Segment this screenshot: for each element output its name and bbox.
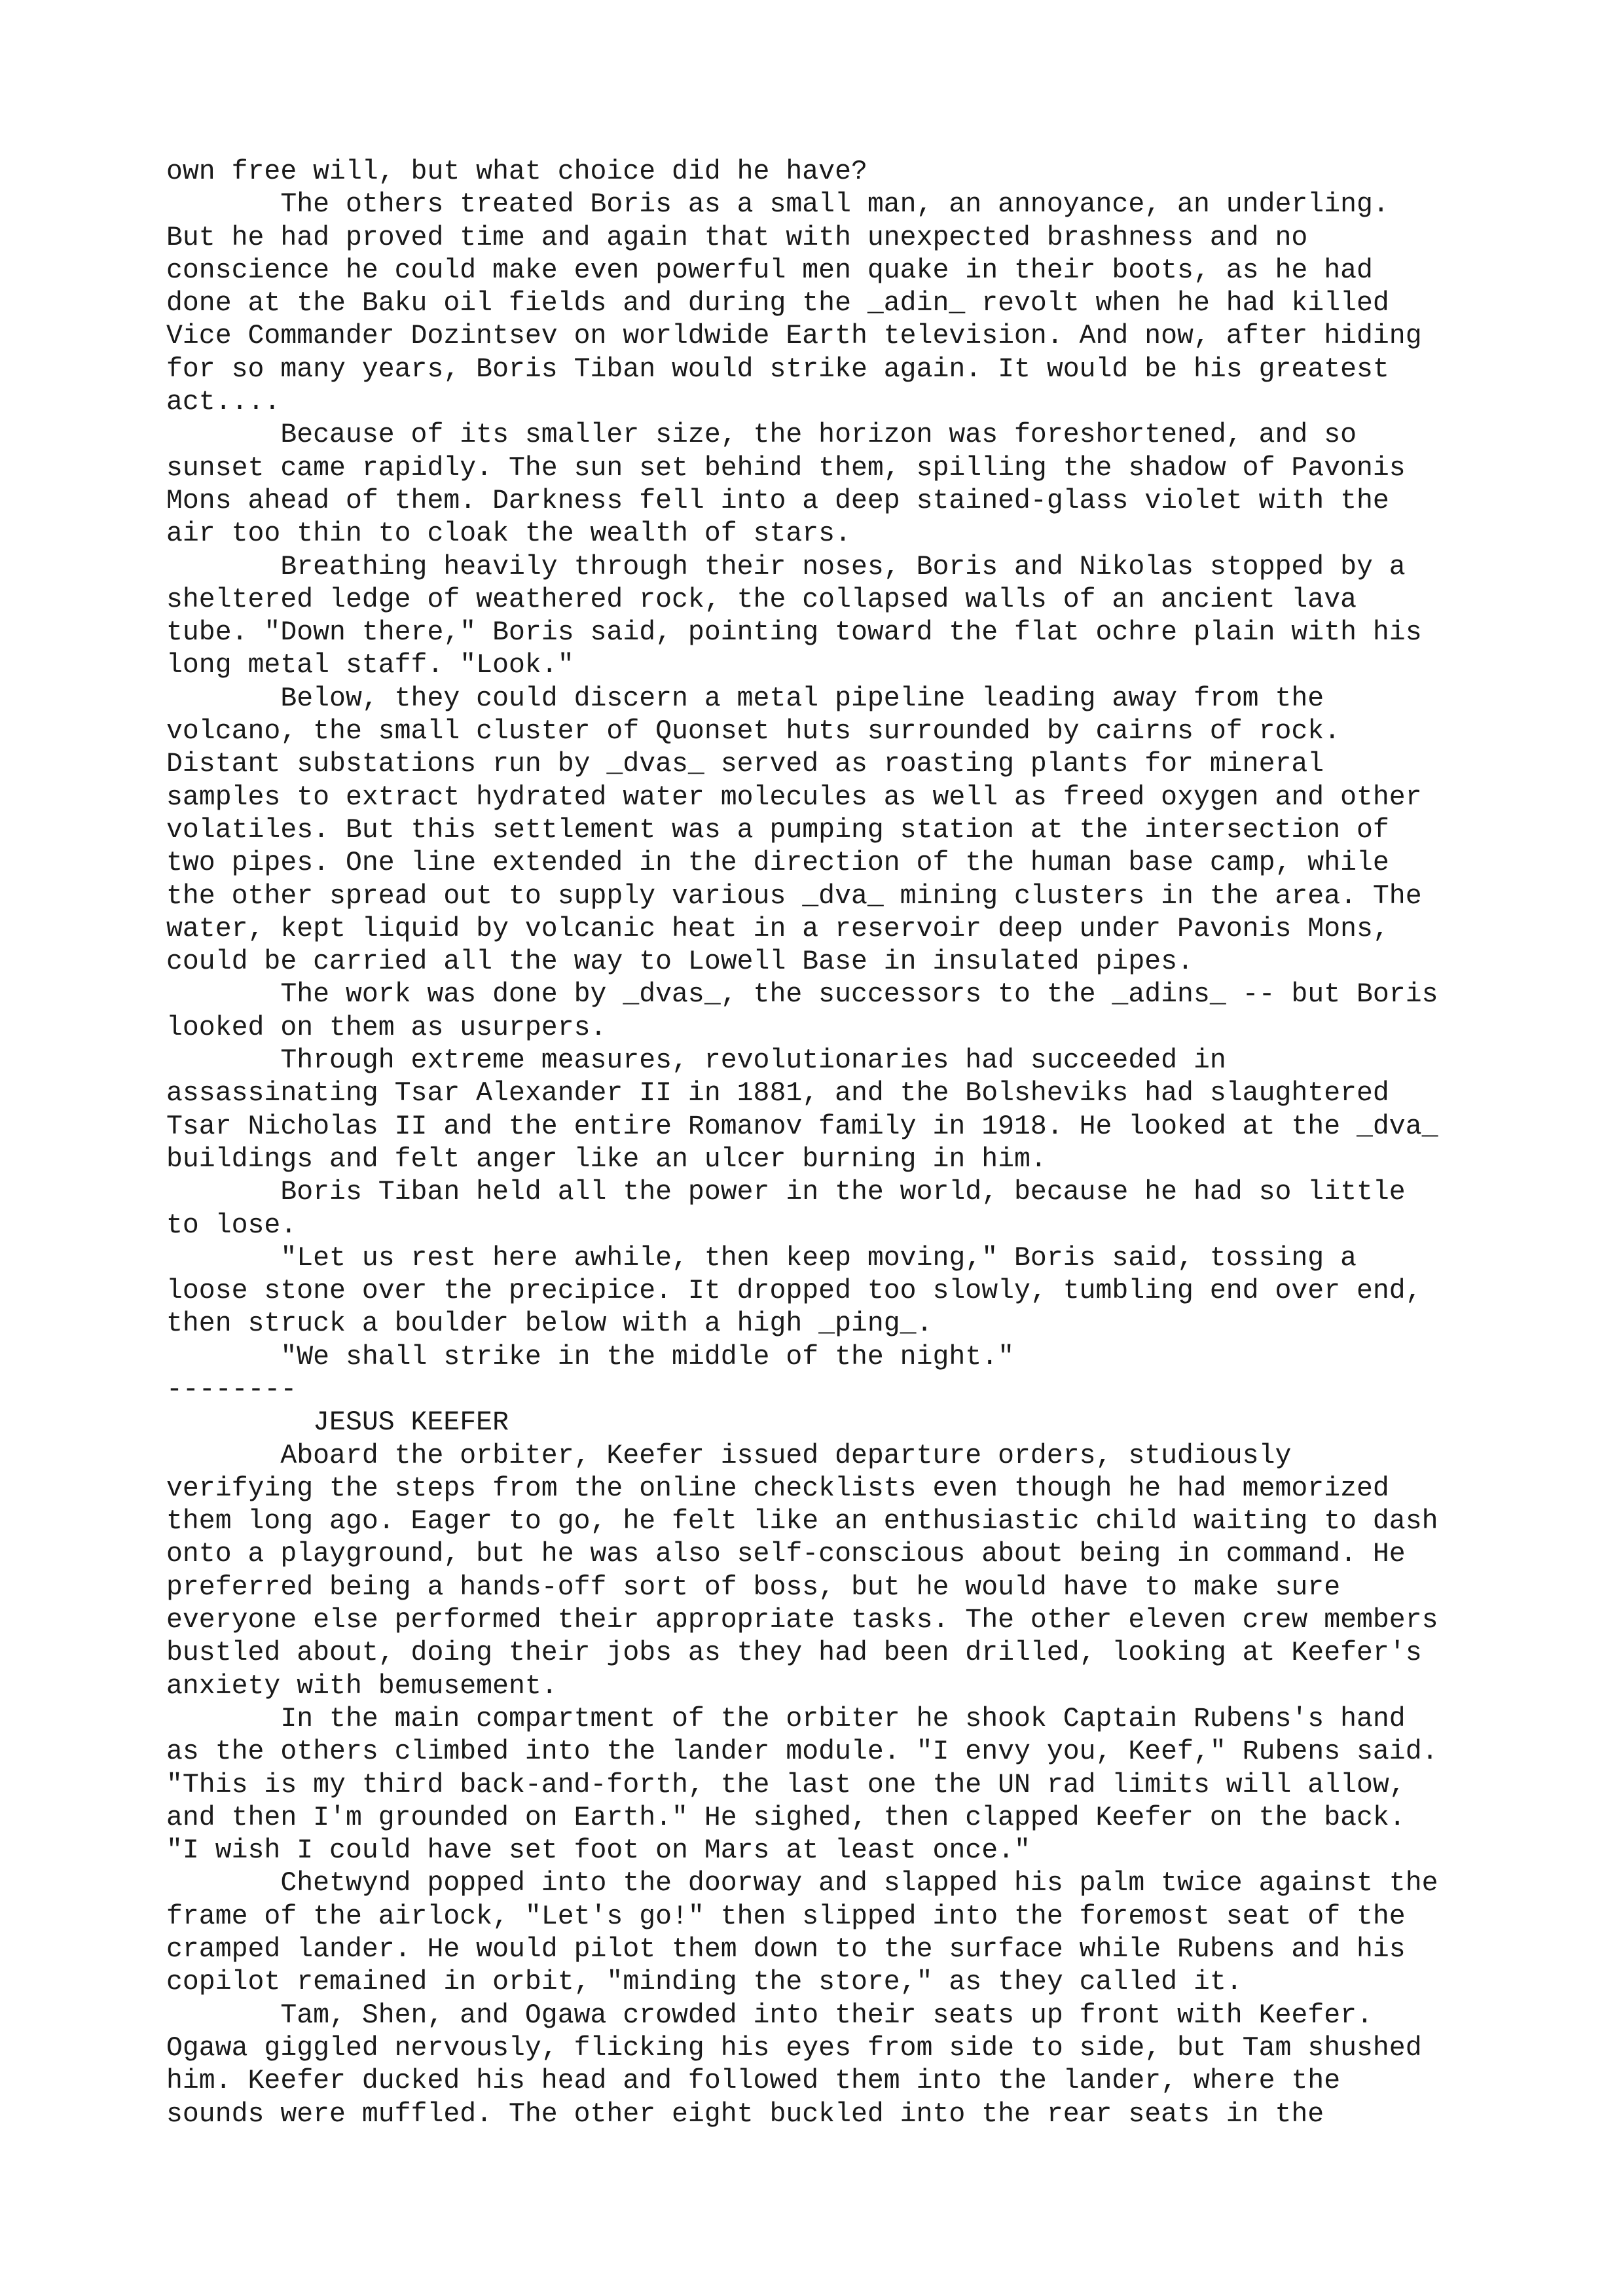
text-line: them long ago. Eager to go, he felt like an enthusiastic child waiting to dash bbox=[166, 1506, 1438, 1537]
text-line: looked on them as usurpers. bbox=[166, 1012, 607, 1043]
text-line: preferred being a hands-off sort of boss, but he would have to make sure bbox=[166, 1571, 1341, 1603]
text-line: long metal staff. "Look." bbox=[166, 650, 574, 681]
text-line: Below, they could discern a metal pipeline leading away from the bbox=[166, 683, 1324, 714]
text-line: bustled about, doing their jobs as they had been drilled, looking at Keefer's bbox=[166, 1638, 1422, 1669]
text-line: Tam, Shen, and Ogawa crowded into their seats up front with Keefer. bbox=[166, 2000, 1373, 2031]
text-line: "I wish I could have set foot on Mars at least once." bbox=[166, 1835, 1030, 1867]
text-line: Because of its smaller size, the horizon was foreshortened, and so bbox=[166, 420, 1357, 451]
body-text bbox=[166, 156, 1574, 2131]
text-line: own free will, but what choice did he have? bbox=[166, 156, 867, 187]
section-divider: -------- bbox=[166, 1374, 297, 1405]
text-line: act.... bbox=[166, 387, 281, 418]
text-line: to lose. bbox=[166, 1210, 297, 1241]
text-line: Breathing heavily through their noses, Boris and Nikolas stopped by a bbox=[166, 551, 1406, 583]
text-line: Tsar Nicholas II and the entire Romanov family in 1918. He looked at the _dva_ bbox=[166, 1111, 1438, 1142]
text-line: Ogawa giggled nervously, flicking his eyes from side to side, but Tam shushed bbox=[166, 2032, 1422, 2064]
text-line: But he had proved time and again that with unexpected brashness and no bbox=[166, 222, 1308, 253]
text-line: sounds were muffled. The other eight buckled into the rear seats in the bbox=[166, 2098, 1324, 2130]
text-line: everyone else performed their appropriate tasks. The other eleven crew members bbox=[166, 1605, 1438, 1636]
text-line: air too thin to cloak the wealth of stars. bbox=[166, 518, 851, 550]
text-line: samples to extract hydrated water molecules as well as freed oxygen and other bbox=[166, 781, 1422, 813]
text-line: done at the Baku oil fields and during the _adin_ revolt when he had killed bbox=[166, 288, 1389, 319]
text-line: assassinating Tsar Alexander II in 1881, and the Bolsheviks had slaughtered bbox=[166, 1078, 1389, 1109]
text-line: tube. "Down there," Boris said, pointing toward the flat ochre plain with his bbox=[166, 617, 1422, 649]
text-line: In the main compartment of the orbiter he shook Captain Rubens's hand bbox=[166, 1703, 1406, 1734]
text-line: The work was done by _dvas_, the successors to the _adins_ -- but Boris bbox=[166, 979, 1438, 1011]
text-line: volatiles. But this settlement was a pumping station at the intersection of bbox=[166, 814, 1389, 846]
text-line: "We shall strike in the middle of the night." bbox=[166, 1341, 1015, 1372]
text-line: Boris Tiban held all the power in the world, because he had so little bbox=[166, 1177, 1406, 1208]
text-line: conscience he could make even powerful men quake in their boots, as he had bbox=[166, 255, 1373, 286]
text-line: copilot remained in orbit, "minding the store," as they called it. bbox=[166, 1967, 1243, 1998]
text-line: sunset came rapidly. The sun set behind them, spilling the shadow of Pavonis bbox=[166, 452, 1406, 484]
text-line: water, kept liquid by volcanic heat in a reservoir deep under Pavonis Mons, bbox=[166, 913, 1389, 944]
text-line: Chetwynd popped into the doorway and slapped his palm twice against the bbox=[166, 1868, 1438, 1899]
text-line: could be carried all the way to Lowell Base in insulated pipes. bbox=[166, 946, 1194, 978]
text-line: verifying the steps from the online checklists even though he had memorized bbox=[166, 1473, 1389, 1504]
text-line: buildings and felt anger like an ulcer burning in him. bbox=[166, 1143, 1047, 1175]
text-line: then struck a boulder below with a high _ping_. bbox=[166, 1308, 933, 1340]
text-line: Mons ahead of them. Darkness fell into a deep stained-glass violet with the bbox=[166, 485, 1389, 516]
text-line: Aboard the orbiter, Keefer issued departure orders, studiously bbox=[166, 1440, 1292, 1471]
text-line: two pipes. One line extended in the direction of the human base camp, while bbox=[166, 848, 1389, 879]
text-line: Vice Commander Dozintsev on worldwide Earth television. And now, after hiding bbox=[166, 321, 1422, 352]
text-line: frame of the airlock, "Let's go!" then slipped into the foremost seat of the bbox=[166, 1901, 1406, 1932]
text-line: loose stone over the precipice. It dropped too slowly, tumbling end over end, bbox=[166, 1276, 1422, 1307]
text-line: for so many years, Boris Tiban would strike again. It would be his greatest bbox=[166, 353, 1389, 385]
text-line: him. Keefer ducked his head and followed them into the lander, where the bbox=[166, 2066, 1341, 2097]
text-line: Through extreme measures, revolutionaries had succeeded in bbox=[166, 1045, 1226, 1077]
text-line: the other spread out to supply various _dva_ mining clusters in the area. The bbox=[166, 880, 1422, 912]
text-line: as the others climbed into the lander module. "I envy you, Keef," Rubens said. bbox=[166, 1736, 1438, 1768]
text-line: and then I'm grounded on Earth." He sighed, then clapped Keefer on the back. bbox=[166, 1802, 1406, 1833]
text-line: volcano, the small cluster of Quonset huts surrounded by cairns of rock. bbox=[166, 716, 1341, 747]
text-line: sheltered ledge of weathered rock, the collapsed walls of an ancient lava bbox=[166, 584, 1357, 615]
text-line: "This is my third back-and-forth, the last one the UN rad limits will allow, bbox=[166, 1769, 1406, 1801]
text-line: onto a playground, but he was also self-conscious about being in command. He bbox=[166, 1539, 1406, 1570]
section-heading: JESUS KEEFER bbox=[166, 1407, 509, 1439]
text-line: "Let us rest here awhile, then keep moving," Boris said, tossing a bbox=[166, 1242, 1357, 1274]
text-line: cramped lander. He would pilot them down to the surface while Rubens and his bbox=[166, 1934, 1406, 1965]
text-line: Distant substations run by _dvas_ served as roasting plants for mineral bbox=[166, 749, 1324, 780]
text-line: anxiety with bemusement. bbox=[166, 1670, 558, 1702]
text-line: The others treated Boris as a small man, an annoyance, an underling. bbox=[166, 189, 1389, 221]
